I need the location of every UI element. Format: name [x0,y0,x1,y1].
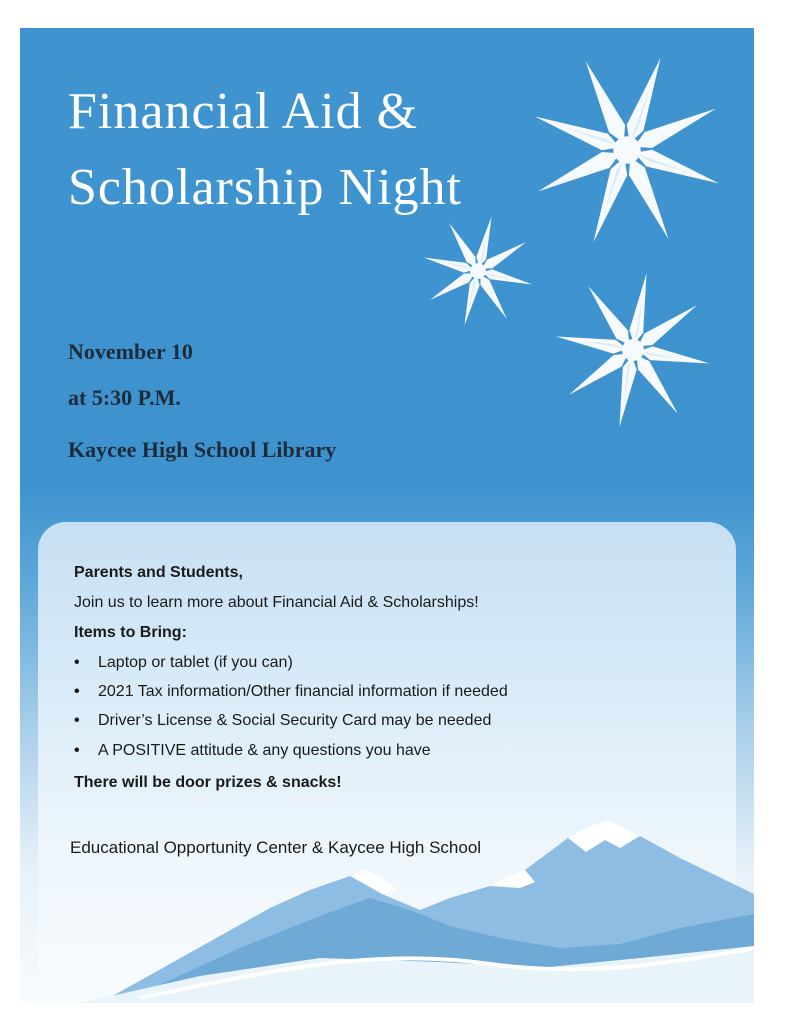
event-time: at 5:30 P.M. [68,385,181,410]
snowflake-icon [410,203,546,339]
list-item: • Laptop or tablet (if you can) [74,654,293,671]
list-item-text: A POSITIVE attitude & any questions you have [98,742,431,759]
closing-text: There will be door prizes & snacks! [74,774,342,791]
snowflake-icon [543,260,724,441]
footer-organizers: Educational Opportunity Center & Kaycee High School [70,838,482,857]
greeting: Parents and Students, [74,564,243,581]
flyer [20,28,754,1003]
list-item: • Driver’s License & Social Security Card may be needed [74,712,492,729]
items-heading: Items to Bring: [74,624,187,641]
title-line-2: Scholarship Night [68,159,462,216]
list-item-text: 2021 Tax information/Other financial information if needed [98,683,508,700]
snowflake-icon [501,28,752,276]
invite-text: Join us to learn more about Financial Aid & Scholarships! [74,594,479,611]
list-item-text: Laptop or tablet (if you can) [98,654,293,671]
event-location: Kaycee High School Library [68,437,337,462]
list-item: • 2021 Tax information/Other financial information if needed [74,683,508,700]
mountain-illustration [20,798,754,1003]
title-line-1: Financial Aid & [68,83,419,140]
list-item: • A POSITIVE attitude & any questions you have [74,742,431,759]
event-date: November 10 [68,339,193,364]
list-item-text: Driver’s License & Social Security Card may be needed [98,712,492,729]
